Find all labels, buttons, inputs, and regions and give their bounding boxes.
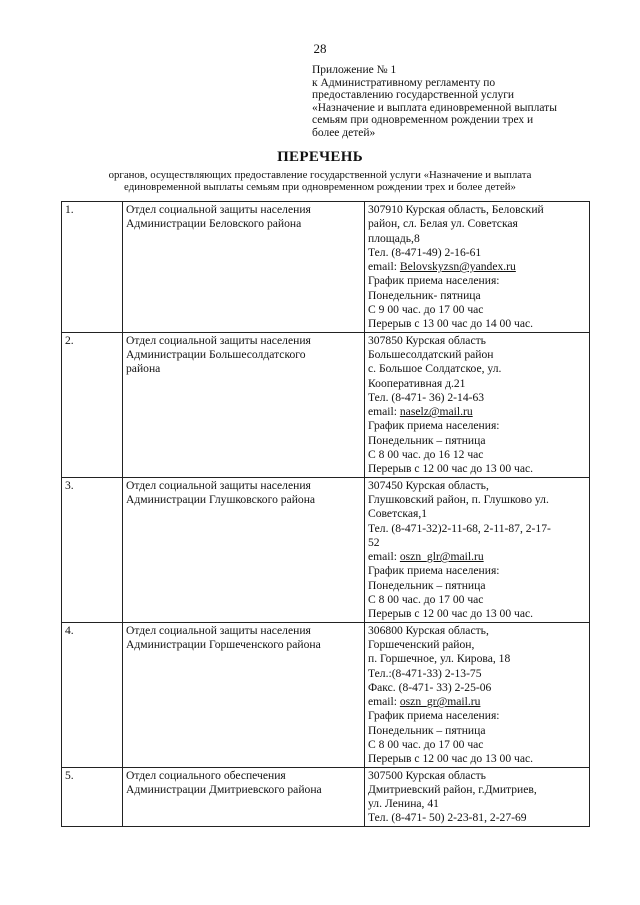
- email-link[interactable]: Belovskyzsn@yandex.ru: [399, 260, 516, 274]
- schedule-line: График приема населения:: [368, 274, 500, 288]
- address-line: Дмитриевский район, г.Дмитриев,: [368, 782, 537, 796]
- organization-name-line: Отдел социальной защиты населения: [126, 333, 311, 347]
- email-link[interactable]: oszn_glr@mail.ru: [399, 550, 484, 564]
- address-line: 307500 Курская область: [368, 768, 486, 782]
- row-number: 5.: [62, 767, 123, 826]
- appendix-line: «Назначение и выплата единовременной выплаты: [312, 101, 557, 114]
- address-line: Большесолдатский район: [368, 347, 494, 361]
- organization-name-line: Администрации Дмитриевского района: [126, 782, 322, 796]
- schedule-line: С 8 00 час. до 16 12 час: [368, 448, 484, 462]
- appendix-line: предоставлению государственной услуги: [312, 89, 515, 102]
- schedule-line: График приема населения:: [368, 419, 500, 433]
- schedule-line: Понедельник – пятница: [368, 578, 486, 592]
- schedule-line: Перерыв с 12 00 час до 13 00 час.: [368, 752, 534, 766]
- organization-name: [123, 477, 365, 622]
- email-label: email:: [368, 260, 400, 274]
- appendix-line: семьям при одновременном рождении трех и: [312, 114, 534, 127]
- address-line: Тел. (8-471-49) 2-16-61: [368, 245, 482, 259]
- address-line: Глушковский район, п. Глушково ул.: [368, 492, 549, 506]
- email-line: [368, 695, 586, 709]
- schedule-line: Понедельник – пятница: [368, 723, 486, 737]
- schedule-line: График приема населения:: [368, 709, 500, 723]
- email-link[interactable]: oszn_gr@mail.ru: [399, 695, 481, 709]
- email-label: email:: [368, 550, 400, 564]
- organization-name: [123, 202, 365, 333]
- organization-name-line: района: [126, 362, 161, 376]
- organizations-table-body: [62, 202, 590, 827]
- row-number: 1.: [62, 202, 123, 333]
- organization-name-line: Администрации Глушковского района: [126, 492, 316, 506]
- subtitle-line: единовременной выплаты семьям при одновременном рождении трех и более детей»: [124, 180, 516, 193]
- row-number: 3.: [62, 477, 123, 622]
- address-line: Тел.:(8-471-33) 2-13-75: [368, 666, 482, 680]
- subtitle-line: органов, осуществляющих предоставление государственной услуги «Назначение и выплата: [108, 169, 532, 181]
- table-row: [62, 477, 590, 622]
- schedule-line: С 9 00 час. до 17 00 час: [368, 303, 484, 317]
- email-label: email:: [368, 695, 400, 709]
- table-row: [62, 332, 590, 477]
- address-line: площадь,8: [368, 231, 420, 245]
- organization-contacts: [365, 477, 590, 622]
- address-line: 307450 Курская область,: [368, 478, 489, 492]
- table-row: [62, 202, 590, 333]
- schedule-line: С 8 00 час. до 17 00 час: [368, 737, 484, 751]
- organization-name-line: Отдел социального обеспечения: [126, 768, 286, 782]
- email-label: email:: [368, 405, 400, 419]
- organization-name: [123, 622, 365, 767]
- appendix-line: более детей»: [312, 126, 376, 139]
- document-subtitle: [0, 170, 640, 193]
- email-line: [368, 550, 586, 564]
- document-title: ПЕРЕЧЕНЬ: [277, 149, 363, 165]
- address-line: Тел. (8-471- 50) 2-23-81, 2-27-69: [368, 811, 527, 825]
- address-line: с. Большое Солдатское, ул.: [368, 362, 502, 376]
- schedule-line: Понедельник- пятница: [368, 288, 481, 302]
- organization-name-line: Администрации Горшеченского района: [126, 637, 321, 651]
- schedule-line: Перерыв с 12 00 час до 13 00 час.: [368, 462, 534, 476]
- organizations-table: [61, 201, 590, 827]
- address-line: 307910 Курская область, Беловский: [368, 203, 544, 216]
- appendix-line: к Административному регламенту по: [312, 76, 496, 89]
- address-line: 306800 Курская область,: [368, 623, 489, 637]
- organization-name-line: Отдел социальной защиты населения: [126, 478, 311, 492]
- organization-contacts: [365, 622, 590, 767]
- email-line: [368, 260, 586, 274]
- address-line: Тел. (8-471-32)2-11-68, 2-11-87, 2-17-: [368, 521, 551, 535]
- table-row: [62, 767, 590, 826]
- organization-contacts: [365, 767, 590, 826]
- address-line: Советская,1: [368, 507, 428, 521]
- organization-name: [123, 332, 365, 477]
- address-line: Кооперативная д.21: [368, 376, 466, 390]
- schedule-line: Понедельник – пятница: [368, 433, 486, 447]
- row-number: 4.: [62, 622, 123, 767]
- address-line: Факс. (8-471- 33) 2-25-06: [368, 680, 492, 694]
- address-line: 307850 Курская область: [368, 333, 486, 347]
- address-line: Горшеченский район,: [368, 637, 475, 651]
- email-link[interactable]: naselz@mail.ru: [399, 405, 473, 419]
- organization-name-line: Отдел социальной защиты населения: [126, 623, 311, 637]
- email-line: [368, 405, 586, 419]
- schedule-line: График приема населения:: [368, 564, 500, 578]
- address-line: п. Горшечное, ул. Кирова, 18: [368, 652, 511, 666]
- row-number: 2.: [62, 332, 123, 477]
- organization-contacts: [365, 332, 590, 477]
- table-row: [62, 622, 590, 767]
- schedule-line: Перерыв с 13 00 час до 14 00 час.: [368, 317, 534, 331]
- organization-contacts: [365, 202, 590, 333]
- page-number: 28: [313, 41, 327, 56]
- appendix-header: [312, 64, 592, 140]
- organization-name: [123, 767, 365, 826]
- schedule-line: Перерыв с 12 00 час до 13 00 час.: [368, 607, 534, 621]
- address-line: район, сл. Белая ул. Советская: [368, 217, 518, 231]
- schedule-line: С 8 00 час. до 17 00 час: [368, 593, 484, 607]
- organization-name-line: Администрации Беловского района: [126, 217, 302, 231]
- address-line: 52: [368, 535, 380, 549]
- address-line: Тел. (8-471- 36) 2-14-63: [368, 390, 485, 404]
- address-line: ул. Ленина, 41: [368, 797, 439, 811]
- organization-name-line: Отдел социальной защиты населения: [126, 203, 311, 216]
- appendix-line: Приложение № 1: [312, 64, 397, 76]
- organization-name-line: Администрации Большесолдатского: [126, 347, 306, 361]
